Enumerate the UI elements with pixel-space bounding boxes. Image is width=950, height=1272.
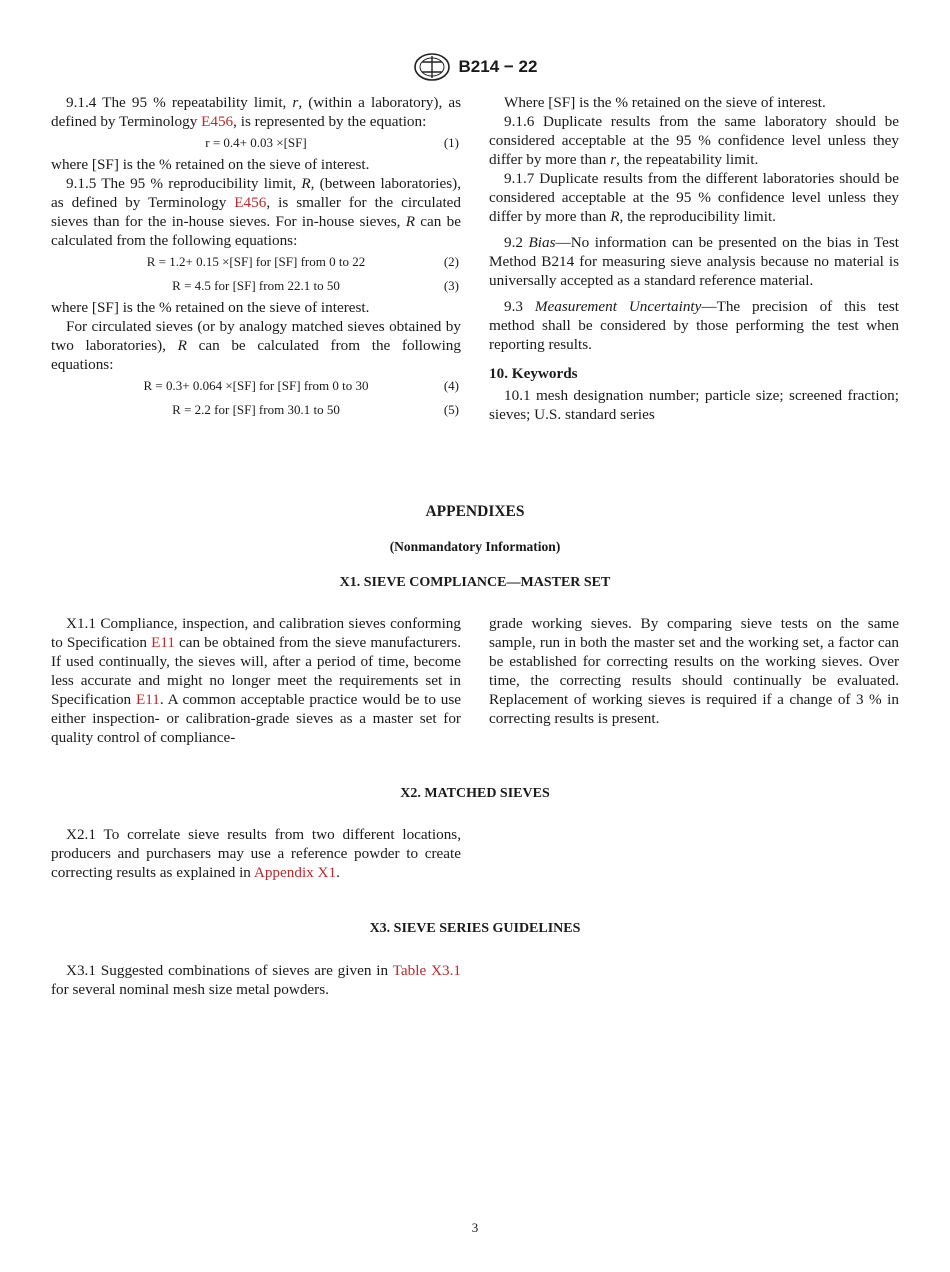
link-table-x3-1[interactable]: Table X3.1 [392, 962, 461, 979]
where-note-1: where [SF] is the % retained on the sieve of interest. [51, 156, 370, 173]
page-header [0, 52, 950, 82]
paragraph-9-1-7: 9.1.7 Duplicate results from the different laboratories should be considered acceptable at the 95 % confidence level unless they differ by more than R, the reproducibility limit. [489, 170, 899, 225]
left-column [51, 93, 461, 422]
paragraph-10-1: 10.1 mesh designation number; particle size; screened fraction; sieves; U.S. standard series [489, 387, 899, 423]
paragraph-9-3: 9.3 Measurement Uncertainty—The precision of this test method shall be considered by those performing the test when reporting results. [489, 298, 900, 353]
appendixes-subtitle: (Nonmandatory Information) [389, 539, 561, 554]
paragraph-9-1-5: 9.1.5 The 95 % reproducibility limit, R, (between laboratories), as defined by Terminology E456, is smaller for the circulated sieves than for the in-house sieves. For in-house sieves, R can be calculated from the following equations: [51, 175, 462, 249]
section-heading-x3: X3. SIEVE SERIES GUIDELINES [369, 921, 581, 936]
paragraph-x2-1: X2.1 To correlate sieve results from two different locations, producers and purchasers may use a reference powder to create correcting results as explained in Appendix X1. [51, 826, 461, 881]
paragraph-x1-1-right: grade working sieves. By comparing sieve tests on the same sample, run in both the master set and the working set, a factor can be established for correcting results on the working sieves. Over time, the correcting results should continually be evaluated. Replacement of working sieves is required if a change of 3 % in correcting results is present. [489, 615, 899, 727]
equation-3: R = 4.5 for [SF] from 22.1 to 50 (3) [172, 278, 459, 293]
astm-logo-icon [413, 52, 451, 82]
link-e11-2[interactable]: E11 [135, 691, 160, 708]
section-heading-x1: X1. SIEVE COMPLIANCE—MASTER SET [339, 575, 611, 590]
link-e456-2[interactable]: E456 [234, 194, 267, 211]
paragraph-circulated: For circulated sieves (or by analogy matched sieves obtained by two laboratories), R can be calculated from the following equations: [51, 318, 461, 373]
equation-2: R = 1.2+ 0.15 ×[SF] for [SF] from 0 to 22 (2) [146, 254, 459, 269]
paragraph-9-1-4: 9.1.4 The 95 % repeatability limit, r, (within a laboratory), as defined by Terminology E456, is represented by the equation: [51, 94, 461, 130]
link-e11[interactable]: E11 [151, 634, 175, 651]
paragraph-x3-1: X3.1 Suggested combinations of sieves are given in Table X3.1 for several nominal mesh size metal powders. [51, 962, 461, 998]
paragraph-9-1-6: 9.1.6 Duplicate results from the same laboratory should be considered acceptable at the 95 % confidence level unless they differ by more than r, the repeatability limit. [489, 113, 899, 168]
paragraph-9-2: 9.2 Bias—No information can be presented on the bias in Test Method B214 for measuring sieve analysis because no material is universally accepted as a standard reference material. [489, 234, 899, 289]
section-heading-x2: X2. MATCHED SIEVES [400, 786, 550, 801]
where-note-2: where [SF] is the % retained on the sieve of interest. [51, 299, 370, 316]
section-heading-keywords: 10. Keywords [489, 365, 578, 382]
link-appendix-x1[interactable]: Appendix X1 [253, 864, 337, 881]
equation-1: r = 0.4+ 0.03 ×[SF] (1) [205, 135, 459, 150]
appendixes-title: APPENDIXES [425, 503, 525, 520]
paragraph-x1-1-left: X1.1 Compliance, inspection, and calibration sieves conforming to Specification E11 can be obtained from the sieve manufacturers. If used continually, the sieves will, after a period of time, become less accurate and might no longer meet the requirements set in Specification E11. A common acceptable practice would be to use either inspection- or calibration-grade sieves as a master set for quality control of compliance- [51, 615, 461, 746]
page-number: 3 [471, 1220, 479, 1235]
equation-5: R = 2.2 for [SF] from 30.1 to 50 (5) [172, 402, 459, 417]
link-e456[interactable]: E456 [201, 113, 234, 130]
equation-4: R = 0.3+ 0.064 ×[SF] for [SF] from 0 to 30 (4) [143, 378, 459, 393]
right-column [489, 93, 899, 424]
standard-designation: B214 − 22 [458, 57, 538, 76]
where-note-3: Where [SF] is the % retained on the sieve of interest. [504, 94, 826, 111]
